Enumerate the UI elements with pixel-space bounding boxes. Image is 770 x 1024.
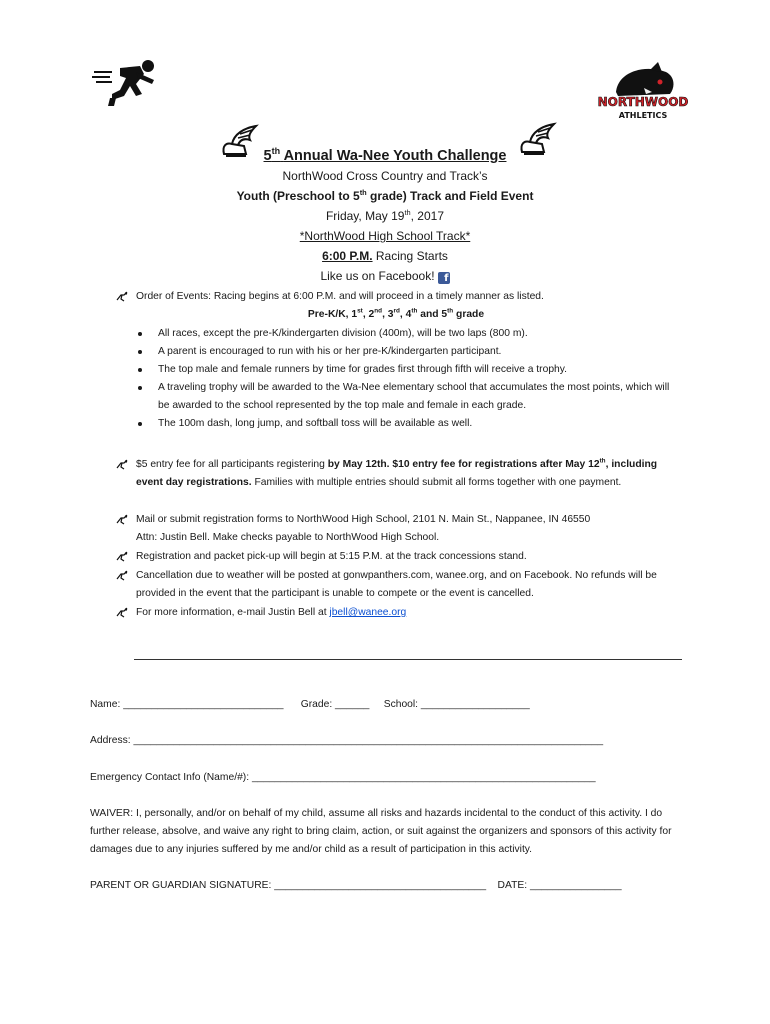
emergency-contact-field[interactable]: Emergency Contact Info (Name/#): ____________________________________________________________ xyxy=(90,772,596,783)
cancellation-policy: Cancellation due to weather will be posted at gonwpanthers.com, wanee.org, and on Facebook. No refunds will be provided in the event that the participant is unable to compete or the event is cancelled. xyxy=(116,567,676,603)
email-link[interactable]: jbell@wanee.org xyxy=(329,607,407,618)
mail-instructions: Mail or submit registration forms to NorthWood High School, 2101 N. Main St., Nappanee, IN 46550 Attn: Justin Bell. Make checks payable to NorthWood High School. xyxy=(116,511,676,547)
divider xyxy=(134,659,682,660)
list-item: A parent is encouraged to run with his or her pre-K/kindergarten participant. xyxy=(134,343,674,361)
waiver-text: WAIVER: I, personally, and/or on behalf of my child, assume all risks and hazards incidental to the conduct of this activity. I do further release, absolve, and waive any right to bring claim, action, or suit against the organizers and sponsors of this activity for damages due to any injuries suffered by me and/or child as a result of participation in this activity. xyxy=(90,808,672,855)
runner-bullet-icon xyxy=(116,292,128,302)
grade-list: Pre-K/K, 1st, 2nd, 3rd, 4th and 5th grade xyxy=(307,307,485,320)
runner-bullet-icon xyxy=(116,571,128,581)
runner-bullet-icon xyxy=(116,515,128,525)
order-of-events: Order of Events: Racing begins at 6:00 P.M. and will proceed in a timely manner as listed. xyxy=(116,288,676,306)
event-rules-list xyxy=(134,325,674,433)
subtitle-event: Youth (Preschool to 5th grade) Track and Field Event xyxy=(236,188,534,203)
facebook-icon[interactable]: f xyxy=(438,272,450,284)
entry-fees: $5 entry fee for all participants registering by May 12th. $10 entry fee for registrations after May 12th, including event day registrations. Families with multiple entries should submit all forms together with one payment. xyxy=(116,456,676,492)
running-man-icon xyxy=(92,58,160,108)
event-time: 6:00 P.M. Racing Starts xyxy=(322,249,448,263)
event-venue: *NorthWood High School Track* xyxy=(299,229,471,243)
list-item: The top male and female runners by time for grades first through fifth will receive a trophy. xyxy=(134,361,674,379)
name-grade-school-field[interactable]: Name: ____________________________ Grade: ______ School: ___________________ xyxy=(90,699,530,710)
runner-bullet-icon xyxy=(116,552,128,562)
more-info: For more information, e-mail Justin Bell at jbell@wanee.org xyxy=(116,604,676,622)
subtitle-organizer: NorthWood Cross Country and Track’s xyxy=(282,169,488,183)
list-item: All races, except the pre-K/kindergarten division (400m), will be two laps (800 m). xyxy=(134,325,674,343)
facebook-line: Like us on Facebook! f xyxy=(320,269,449,284)
packet-pickup: Registration and packet pick-up will begin at 5:15 P.M. at the track concessions stand. xyxy=(116,548,676,566)
list-item: The 100m dash, long jump, and softball toss will be available as well. xyxy=(134,415,674,433)
list-item: A traveling trophy will be awarded to the Wa-Nee elementary school that accumulates the most points, which will be awarded to the school represented by the top male and female in each grade. xyxy=(134,379,674,415)
panther-logo xyxy=(597,62,689,124)
runner-bullet-icon xyxy=(116,460,128,470)
logo-subtext: ATHLETICS xyxy=(618,111,668,120)
runner-bullet-icon xyxy=(116,608,128,618)
event-date: Friday, May 19th, 2017 xyxy=(325,208,445,223)
address-field[interactable]: Address: __________________________________________________________________________________ xyxy=(90,735,604,746)
page-title: 5th Annual Wa-Nee Youth Challenge xyxy=(263,146,507,164)
signature-date-field[interactable]: PARENT OR GUARDIAN SIGNATURE: _____________________________________ DATE: ________________ xyxy=(90,880,622,891)
logo-wordmark: NORTHWOOD xyxy=(597,95,689,109)
